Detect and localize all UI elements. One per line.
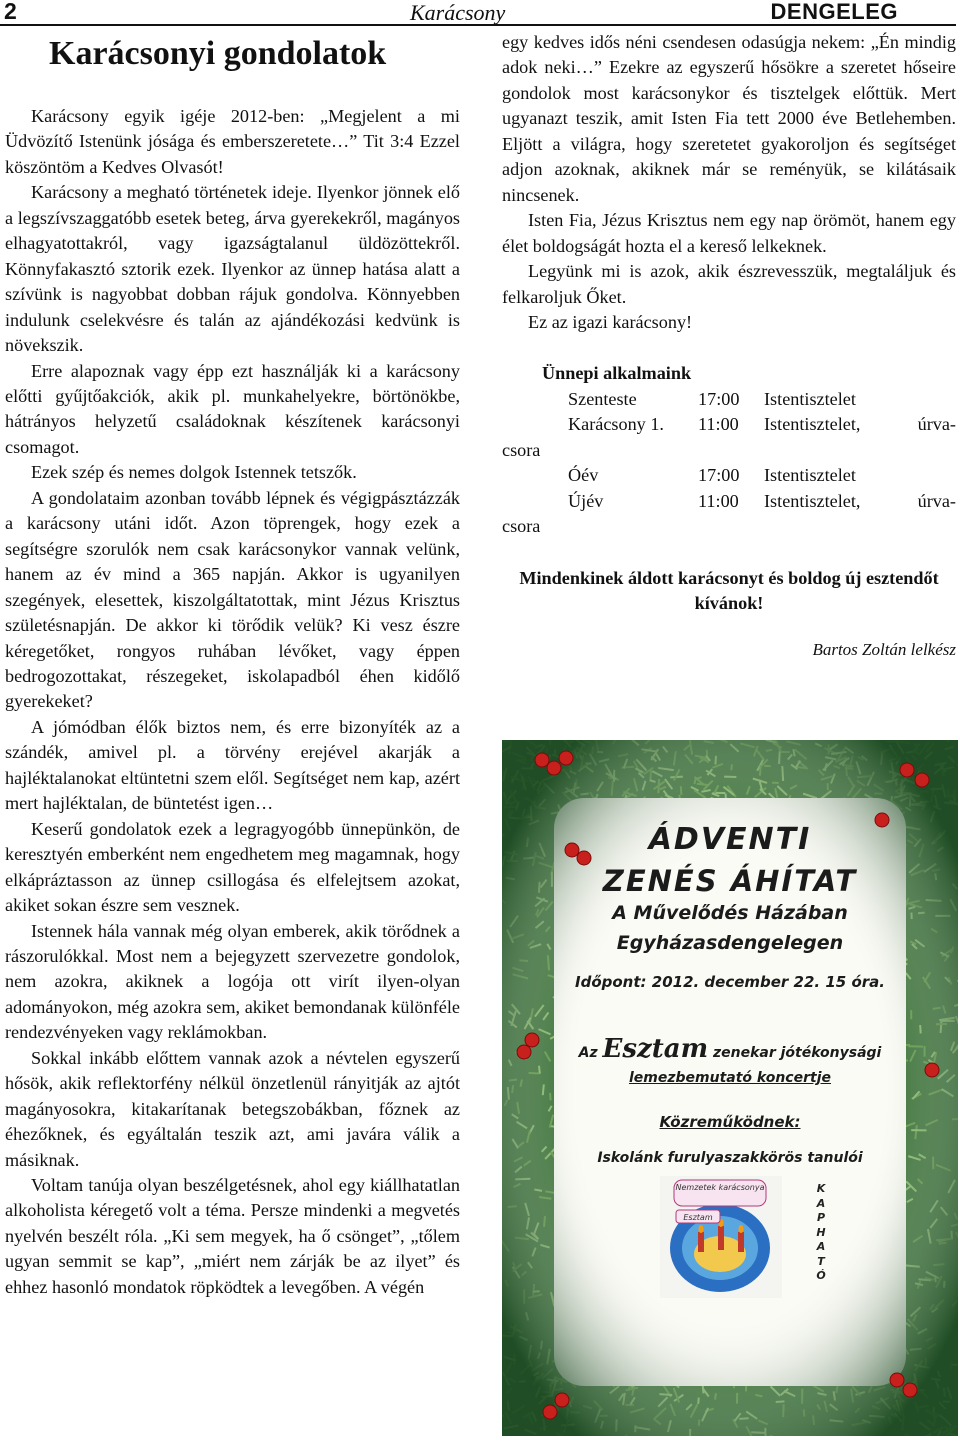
cd-band-text: Esztam [683, 1213, 713, 1222]
service-time: 11:00 [698, 490, 739, 511]
right-paragraph: Isten Fia, Jézus Krisztus nem egy nap örömöt, hanem egy élet boldogságát hozta el a kereső lelkeknek. [502, 210, 956, 256]
right-paragraphs [502, 30, 956, 335]
left-paragraph: Voltam tanúja olyan beszélgetésnek, ahol egy kiállhatatlan alkoholista kéregető volt a téma. Persze mindenki a megvetés nyelvén beszélt róla. „Ki sem megyek, ha ő csönget”, „tőlem ugyan semmit se kap”, „miért nem zárják be az ilyet” és ehhez hasonló mondatok röpködtek a levegőben. A végén [5, 1175, 460, 1297]
service-time: 11:00 [698, 414, 739, 435]
poster-title-line2: ZENÉS ÁHÍTAT [602, 864, 858, 898]
signature: Bartos Zoltán lelkész [812, 639, 956, 659]
vertical-letter: K [816, 1182, 826, 1195]
service-row [502, 387, 956, 412]
poster-performers: Iskolánk furulyaszakkörös tanulói [597, 1150, 863, 1166]
service-time: 17:00 [698, 388, 740, 409]
poster-date: Időpont: 2012. december 22. 15 óra. [575, 973, 885, 991]
left-paragraphs [5, 104, 460, 1300]
service-day: Újév [568, 490, 604, 511]
poster-band-line [502, 1034, 958, 1064]
service-time: 17:00 [698, 465, 740, 486]
left-paragraph: A jómódban élők biztos nem, és erre bizonyíték az a szándék, amivel pl. a törvény erejével akarják a hajléktalanokat eltüntetni szem elől. Segítséget nem kap, azért mert hajléktalan, de büntetést igen… [5, 716, 460, 814]
left-column [5, 30, 460, 1300]
service-row [502, 463, 956, 488]
service-event: Istentisztelet, úrva- [764, 414, 956, 435]
left-paragraph: Keserű gondolatok ezek a legragyogóbb ünnepünkön, de keresztyén emberként nem engedhetem meg magamnak, hogy elkápráztasson az ünnep csillogása és elfelejtsem azokat, akiket sokan észre sem vesznek. [5, 818, 460, 916]
vertical-letter: P [816, 1211, 826, 1224]
service-row [502, 489, 956, 514]
service-day: Karácsony 1. [568, 414, 664, 435]
left-paragraph: Karácsony egyik igéje 2012-ben: „Megjelent a mi Üdvözítő Istenünk jósága és emberszeretete…” Tit 3:4 Ezzel köszöntöm a Kedves Olvasót! [5, 106, 460, 177]
service-row [502, 412, 956, 437]
vertical-letter: T [817, 1254, 825, 1268]
services-section [502, 361, 956, 539]
left-paragraph: Ezek szép és nemes dolgok Istennek tetszők. [31, 462, 357, 483]
left-paragraph: Istennek hála vannak még olyan emberek, akik törődnek a rászorulókkal. Most nem a bejegyzett szervezetre gondolok, nem azokra, akiknek a logója ott virít ilyen-olyan adományokon, még azokra sem, akiket bemondanak különféle rendezvényeken vagy reklámokban. [5, 920, 460, 1043]
vertical-letter: Ó [816, 1269, 826, 1282]
left-paragraph: Karácsony a megható történetek ideje. Ilyenkor jönnek elő a legszívszaggatóbb esetek beteg, árva gyerekekről, magányos elhagyatottakról, vagy igazságtalanul üldözöttekről. Könnyfakasztó sztorik ezek. Ilyenkor az ünnep hatása alatt a szívünk is nagyobbat dobban rájuk gondolva. Könnyebben indulunk cselekvésre és talán az ajándékozási kedvünk is növekszik. [5, 182, 460, 356]
service-day: Óév [568, 465, 599, 486]
service-event: Istentisztelet [764, 388, 856, 409]
left-paragraph: Erre alapoznak vagy épp ezt használják ki a karácsony előtti gyűjtőakciók, akik pl. munkahelyekre, börtönökbe, hátrányos helyzetű családoknak készítenek karácsonyi csomagot. [5, 360, 460, 457]
service-event-continued: csora [502, 439, 541, 460]
poster-town: Egyházasdengelegen [616, 932, 844, 954]
greeting: Mindenkinek áldott karácsonyt és boldog új esztendőt kívánok! [519, 567, 939, 614]
poster-band-pre: Az [578, 1045, 598, 1061]
poster-vertical-text [814, 1182, 828, 1284]
poster-title-line1: ÁDVENTI [648, 822, 812, 857]
magazine-title: DENGELEG [770, 0, 898, 24]
vertical-letter: H [816, 1225, 826, 1239]
service-event: Istentisztelet [764, 465, 856, 486]
right-paragraph: Legyünk mi is azok, akik észrevesszük, megtaláljuk és felkaroljuk Őket. [502, 261, 956, 307]
right-column [502, 30, 956, 662]
services-list [502, 387, 956, 540]
right-paragraph: egy kedves idős néni csendesen odasúgja nekem: „Én mindig adok neki…” Ezekre az egyszerű hősökre a szeretet hőseire gondolok most karácsonykor és tisztelgek előttük. Mert ugyanazt teszik, amit Isten Fia tett 2000 éve Betlehemben. Eljött a világra, hogy szeretetet gyakoroljon és segítséget adjon azoknak, akiknek már se reményük, se kilátásaik nincsenek. [502, 32, 956, 205]
header-rule [0, 24, 956, 26]
poster-band-post: zenekar jótékonysági [712, 1045, 882, 1061]
poster-performers-label: Közreműködnek: [659, 1113, 801, 1131]
vertical-letter: A [816, 1240, 826, 1253]
services-heading: Ünnepi alkalmaink [542, 363, 692, 384]
cd-cover-image [660, 1176, 782, 1298]
vertical-letter: A [816, 1196, 826, 1210]
poster-band-name: Esztam [602, 1034, 709, 1064]
poster-concert: lemezbemutató koncertje [628, 1070, 831, 1086]
service-event-continued: csora [502, 516, 541, 537]
article-title: Karácsonyi gondolatok [49, 35, 387, 72]
poster-venue: A Művelődés Házában [612, 902, 848, 924]
service-event: Istentisztelet, úrva- [764, 490, 956, 511]
left-paragraph: A gondolataim azonban tovább lépnek és végigpásztázzák a karácsony utáni időt. Azon töprengek, hogy ezek a segítségre szorulók nem csak karácsonykor vannak velünk, hanem az év mind a 365 napján. Akkor is ugyanilyen szegények, elesettek, kiszolgáltatottak, mint Jézus Krisztus születésnapján. De akkor ki törődik velük? Ki vesz észre kéregetőket, rongyos ruhában lévőket, vagy éppen bedrogozottakat, részegeket, iskolapadból éhen kidőlő gyerekeket? [5, 487, 460, 712]
advent-poster [502, 740, 958, 1436]
cd-title-text: Nemzetek karácsonya [675, 1183, 765, 1192]
section-title: Karácsony [410, 0, 506, 25]
right-paragraph: Ez az igazi karácsony! [528, 311, 693, 332]
page-header [0, 0, 960, 26]
page-number: 2 [4, 0, 17, 24]
service-day: Szenteste [568, 388, 637, 409]
left-paragraph: Sokkal inkább előttem vannak azok a névtelen egyszerű hősök, akik reflektorfény nélkül önzetlenül rányitják az ajtót magányosokra, kitakarítanak betegszobákban, főznek az éhezőknek, és egyáltalán teszik azt, ami javára válik a másiknak. [5, 1047, 460, 1170]
